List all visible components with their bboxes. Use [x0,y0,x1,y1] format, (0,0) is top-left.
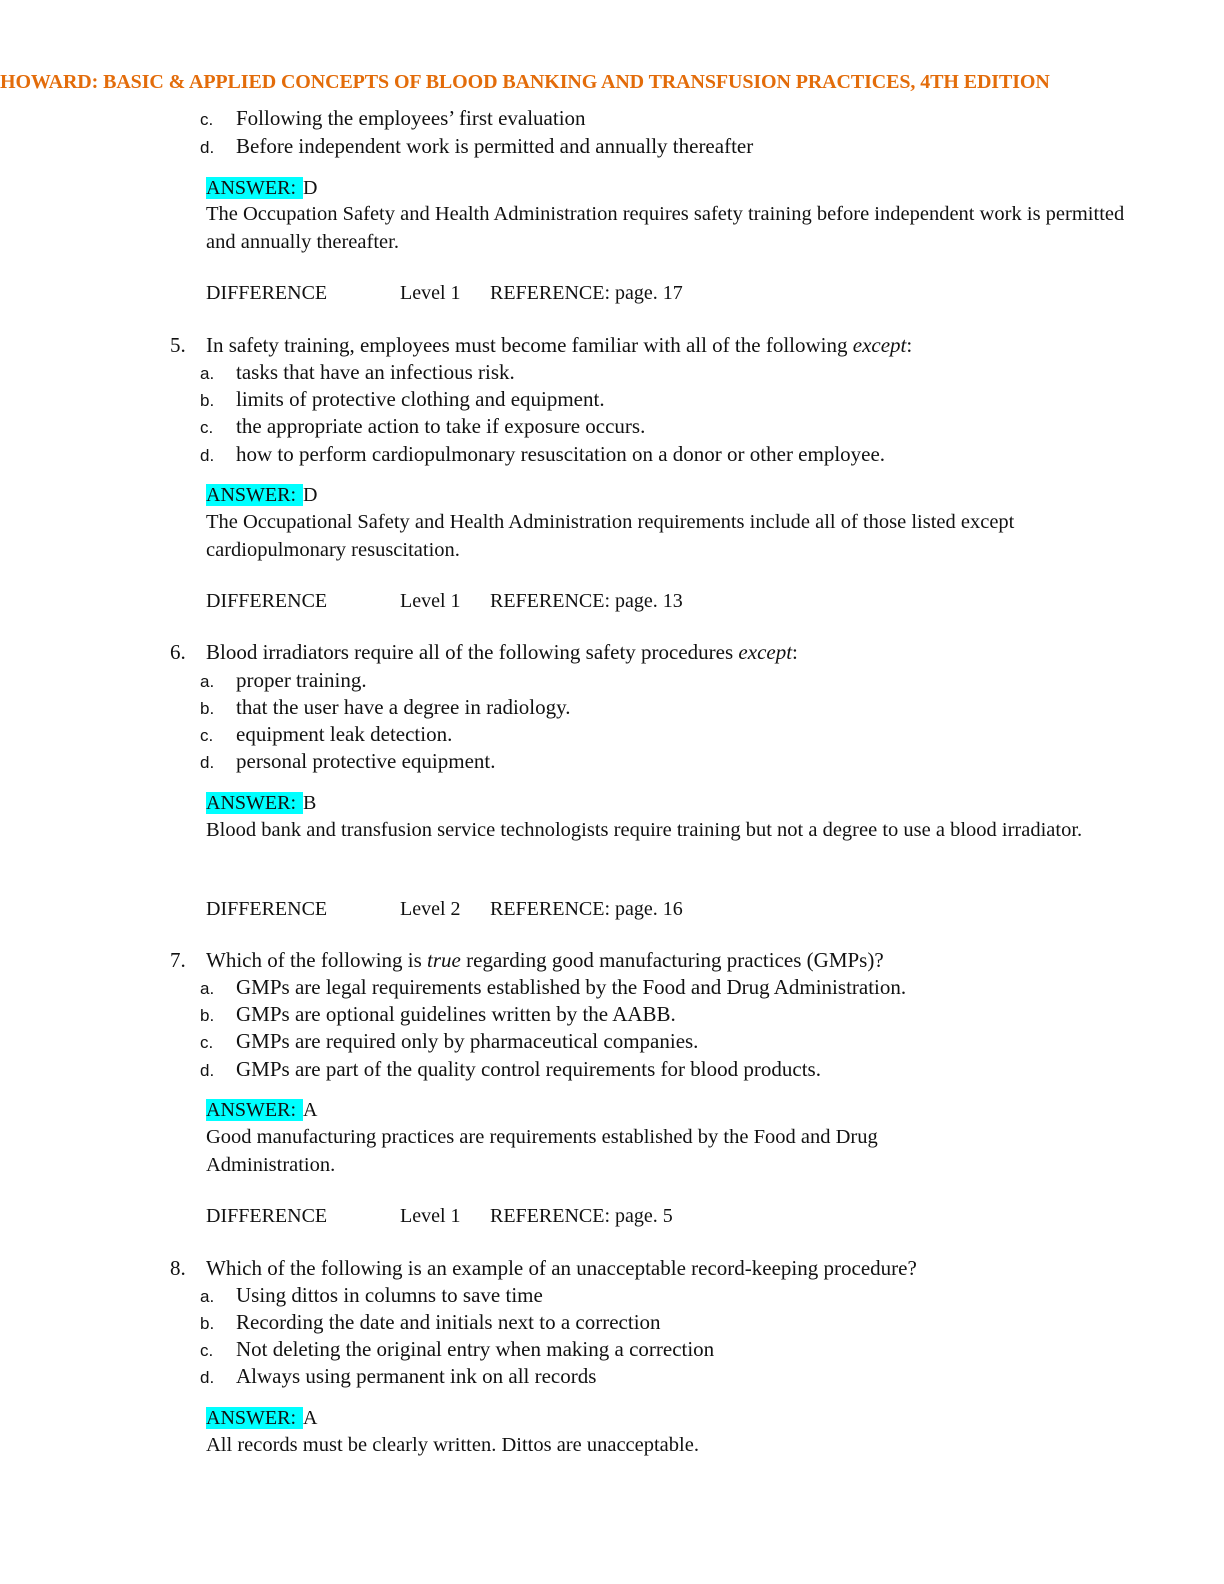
option-b [200,1309,661,1335]
option-letter: a. [200,364,215,383]
option-letter: a. [200,1287,215,1306]
option-letter: a. [200,672,215,691]
option-text: the appropriate action to take if exposure occurs. [236,414,646,438]
option-text: limits of protective clothing and equipment. [236,387,605,411]
answer-explanation: Good manufacturing practices are requirements established by the Food and Drug Administration. [206,1126,878,1176]
answer-line [206,1097,317,1123]
answer-label: ANSWER: [206,484,301,506]
option-d [200,1056,821,1082]
emphasis: except [738,640,793,664]
question-number: 6. [170,640,186,664]
option-letter: b. [200,1314,215,1333]
answer-letter: D [303,177,318,199]
option-letter: d. [200,753,215,772]
answer-letter: D [303,484,318,506]
answer-explanation: The Occupational Safety and Health Administration requirements include all of those listed except cardiopulmonary resuscitation. [206,511,1015,561]
answer-line [206,175,317,201]
option-text: how to perform cardiopulmonary resuscitation on a donor or other employee. [236,442,886,466]
option-text: Not deleting the original entry when making a correction [236,1337,715,1361]
option-d [200,133,753,159]
option-text: GMPs are required only by pharmaceutical companies. [236,1029,699,1053]
option-d [200,748,496,774]
option-b [200,694,571,720]
difference-label: DIFFERENCE [206,590,328,612]
level-label: Level 1 [400,590,461,612]
option-text: Before independent work is permitted and annually thereafter [236,134,754,158]
option-b [200,386,605,412]
option-letter: b. [200,391,215,410]
option-letter: b. [200,1006,215,1025]
option-letter: c. [200,418,214,437]
option-letter: c. [200,1341,214,1360]
reference-label: REFERENCE: page. 5 [490,1205,673,1227]
option-letter: d. [200,446,215,465]
option-a [200,667,367,693]
option-d [200,441,885,467]
option-d [200,1363,596,1389]
question-number: 8. [170,1256,186,1280]
question-stem: 8. Which of the following is an example of an unacceptable record-keeping procedure? [170,1256,917,1280]
option-text: that the user have a degree in radiology. [236,695,571,719]
answer-letter: A [303,1099,318,1121]
option-text: Using dittos in columns to save time [236,1283,543,1307]
option-a [200,359,515,385]
answer-line [206,482,317,508]
emphasis: true [427,948,461,972]
answer-label: ANSWER: [206,1099,301,1121]
reference-label: REFERENCE: page. 17 [490,282,683,304]
option-text: Always using permanent ink on all records [236,1364,597,1388]
answer-letter: B [303,792,317,814]
level-label: Level 1 [400,282,461,304]
option-b [200,1001,676,1027]
answer-label: ANSWER: [206,792,301,814]
option-text: GMPs are optional guidelines written by the AABB. [236,1002,676,1026]
question-number: 5. [170,333,186,357]
question-number: 7. [170,948,186,972]
document-header: HOWARD: BASIC & APPLIED CONCEPTS OF BLOOD BANKING AND TRANSFUSION PRACTICES, 4TH EDITION [0,71,1050,93]
option-letter: d. [200,138,215,157]
reference-label: REFERENCE: page. 16 [490,898,683,920]
option-letter: a. [200,979,215,998]
option-text: GMPs are part of the quality control requirements for blood products. [236,1057,821,1081]
difference-label: DIFFERENCE [206,898,328,920]
option-letter: c. [200,726,214,745]
answer-label: ANSWER: [206,177,301,199]
option-text: proper training. [236,668,367,692]
option-c [200,413,645,439]
option-letter: d. [200,1061,215,1080]
option-text: personal protective equipment. [236,749,496,773]
option-a [200,974,906,1000]
difference-label: DIFFERENCE [206,1205,328,1227]
answer-line [206,1405,317,1431]
option-text: Following the employees’ first evaluation [236,106,586,130]
option-letter: d. [200,1368,215,1387]
emphasis: except [852,333,907,357]
level-label: Level 1 [400,1205,461,1227]
option-text: tasks that have an infectious risk. [236,360,515,384]
difference-label: DIFFERENCE [206,282,328,304]
answer-label: ANSWER: [206,1407,301,1429]
option-a [200,1282,543,1308]
question-stem: 7. Which of the following is true regarding good manufacturing practices (GMPs)? [170,948,884,972]
option-text: Recording the date and initials next to a correction [236,1310,661,1334]
answer-explanation: The Occupation Safety and Health Administration requires safety training before independent work is permitted and annually thereafter. [206,203,1125,253]
option-text: GMPs are legal requirements established by the Food and Drug Administration. [236,975,907,999]
option-letter: c. [200,1033,214,1052]
option-letter: b. [200,699,215,718]
option-text: equipment leak detection. [236,722,453,746]
option-letter: c. [200,110,214,129]
option-c [200,721,452,747]
option-c [200,105,586,131]
question-stem: 5. In safety training, employees must become familiar with all of the following except: [170,333,913,357]
answer-explanation: Blood bank and transfusion service technologists require training but not a degree to use a blood irradiator. [206,819,1083,841]
answer-line [206,790,316,816]
answer-explanation: All records must be clearly written. Dittos are unacceptable. [206,1434,699,1456]
reference-label: REFERENCE: page. 13 [490,590,683,612]
answer-letter: A [303,1407,318,1429]
level-label: Level 2 [400,898,461,920]
option-c [200,1336,714,1362]
question-stem: 6. Blood irradiators require all of the following safety procedures except: [170,640,798,664]
option-c [200,1028,698,1054]
